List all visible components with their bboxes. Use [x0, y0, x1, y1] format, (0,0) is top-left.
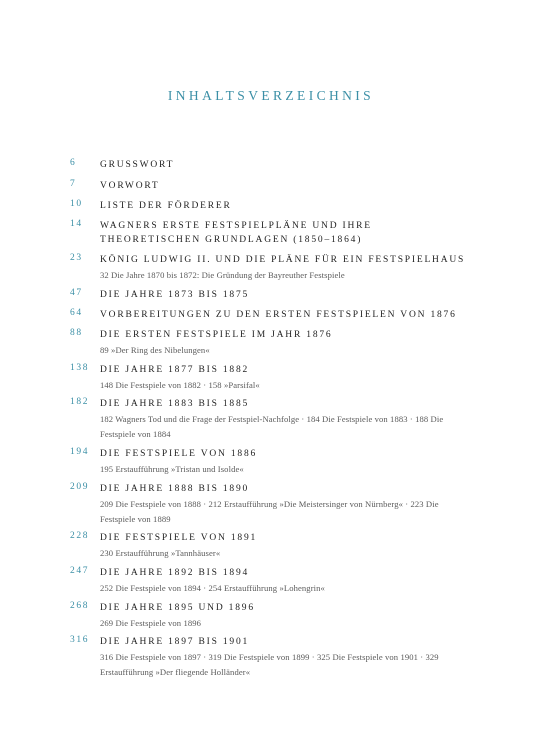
subentries: 89 »Der Ring des Nibelungen«	[100, 345, 210, 355]
page-number: 7	[70, 179, 77, 189]
subentries: 182 Wagners Tod und die Frage der Festspiel-Nachfolge · 184 Die Festspiele von 1883 · 188 Die Festspiele von 1884	[100, 414, 444, 439]
chapter-title: GRUSSWORT	[100, 160, 175, 170]
page-number: 268	[70, 601, 90, 611]
page-number: 182	[70, 397, 90, 407]
page-number: 247	[70, 566, 90, 576]
subentries: 148 Die Festspiele von 1882 · 158 »Parsifal«	[100, 380, 260, 390]
page-number: 138	[70, 363, 90, 373]
page-number: 316	[70, 635, 90, 645]
page-number: 194	[70, 447, 90, 457]
chapter-title: LISTE DER FÖRDERER	[100, 201, 232, 211]
chapter-title: DIE ERSTEN FESTSPIELE IM JAHR 1876	[100, 330, 333, 340]
chapter-title: VORBEREITUNGEN ZU DEN ERSTEN FESTSPIELEN VON 1876	[100, 310, 457, 320]
chapter-title: DIE JAHRE 1897 BIS 1901	[100, 637, 250, 647]
chapter-title: VORWORT	[100, 181, 160, 191]
page-number: 228	[70, 531, 90, 541]
subentries: 269 Die Festspiele von 1896	[100, 618, 202, 628]
chapter-title: DIE JAHRE 1888 BIS 1890	[100, 484, 250, 494]
subentries: 209 Die Festspiele von 1888 · 212 Erstaufführung »Die Meistersinger von Nürnberg« · 223 Die Festspiele von 1889	[100, 499, 439, 524]
chapter-title: WAGNERS ERSTE FESTSPIELPLÄNE UND IHRE THEORETISCHEN GRUNDLAGEN (1850–1864)	[100, 221, 372, 245]
page-number: 10	[70, 199, 83, 209]
page-number: 14	[70, 219, 83, 229]
subentries: 32 Die Jahre 1870 bis 1872: Die Gründung der Bayreuther Festspiele	[100, 270, 345, 280]
chapter-title: KÖNIG LUDWIG II. UND DIE PLÄNE FÜR EIN FESTSPIELHAUS	[100, 255, 466, 265]
page-number: 47	[70, 288, 83, 298]
page-number: 23	[70, 253, 83, 263]
chapter-title: DIE JAHRE 1892 BIS 1894	[100, 568, 250, 578]
subentries: 252 Die Festspiele von 1894 · 254 Erstaufführung »Lohengrin«	[100, 583, 325, 593]
subentries: 195 Erstaufführung »Tristan und Isolde«	[100, 464, 244, 474]
chapter-title: DIE JAHRE 1883 BIS 1885	[100, 399, 250, 409]
page-number: 6	[70, 158, 77, 168]
page-number: 209	[70, 482, 90, 492]
page-title: INHALTSVERZEICHNIS	[167, 88, 375, 103]
chapter-title: DIE FESTSPIELE VON 1886	[100, 449, 258, 459]
subentries: 230 Erstaufführung »Tannhäuser«	[100, 548, 221, 558]
chapter-title: DIE JAHRE 1873 BIS 1875	[100, 290, 250, 300]
page-number: 64	[70, 308, 83, 318]
chapter-title: DIE JAHRE 1895 UND 1896	[100, 603, 255, 613]
subentries: 316 Die Festspiele von 1897 · 319 Die Festspiele von 1899 · 325 Die Festspiele von 1901 · 329 Erstaufführung »Der fliegende Holländer«	[100, 652, 439, 677]
chapter-title: DIE JAHRE 1877 BIS 1882	[100, 365, 250, 375]
chapter-title: DIE FESTSPIELE VON 1891	[100, 533, 258, 543]
page-number: 88	[70, 328, 83, 338]
